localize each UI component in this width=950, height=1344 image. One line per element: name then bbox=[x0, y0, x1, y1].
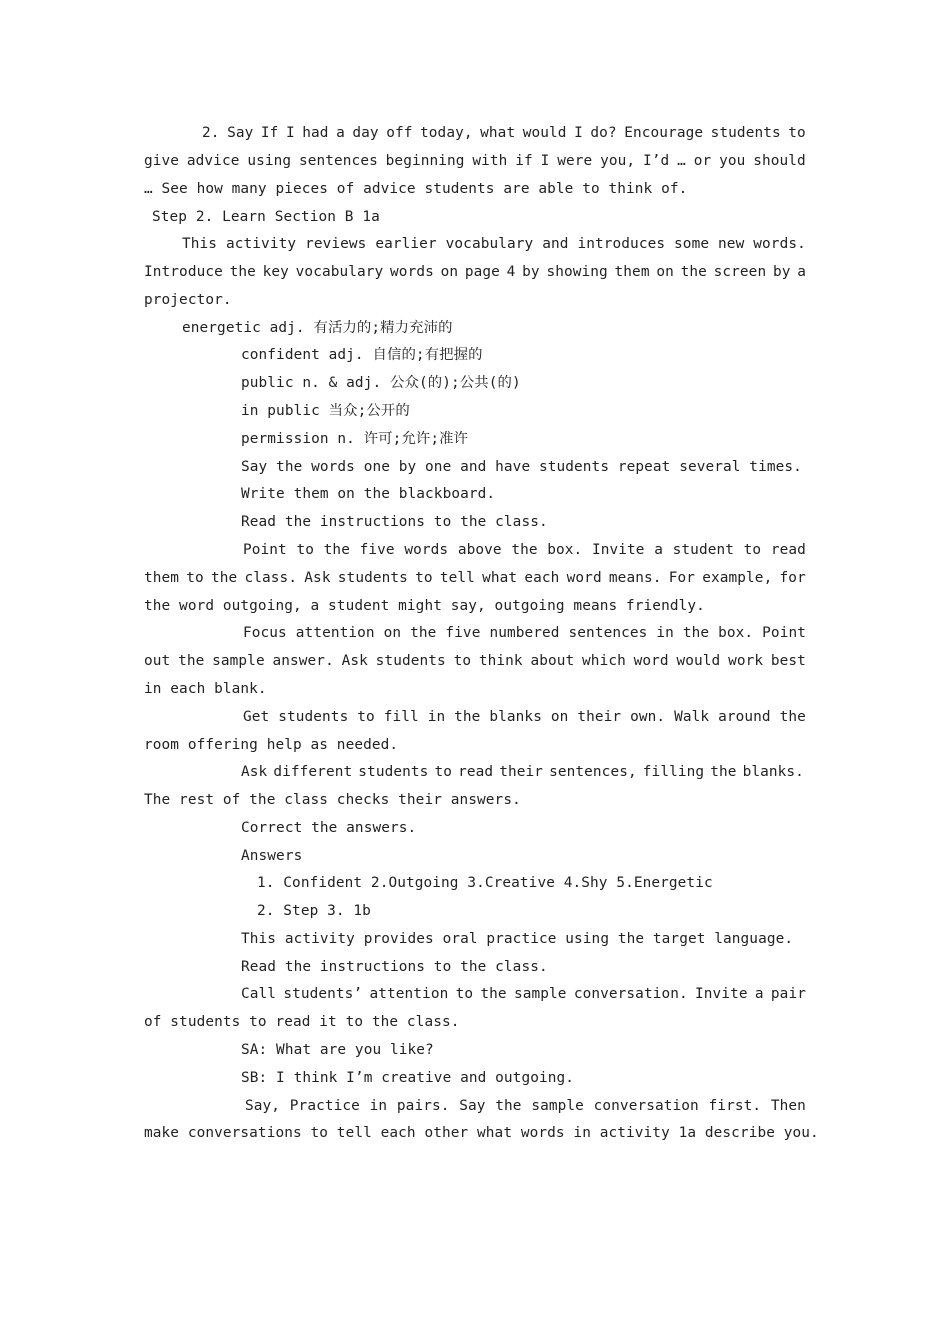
word: sample bbox=[531, 1098, 584, 1114]
word: which bbox=[582, 653, 626, 669]
paragraph-line bbox=[243, 540, 806, 560]
word: a bbox=[754, 986, 764, 1002]
word: first. bbox=[708, 1098, 762, 1114]
word: the bbox=[454, 709, 481, 725]
word: key bbox=[262, 264, 289, 280]
word: and bbox=[542, 236, 569, 252]
answers-label: Answers bbox=[241, 848, 303, 864]
paragraph-line bbox=[144, 568, 806, 588]
word: attention bbox=[295, 625, 375, 641]
word: you, bbox=[600, 153, 636, 169]
paragraph-line: the word outgoing, a student might say, outgoing means friendly. bbox=[144, 598, 705, 614]
word: to bbox=[415, 570, 433, 586]
word: think bbox=[478, 653, 523, 669]
word: had bbox=[302, 125, 329, 141]
word: Introduce bbox=[144, 264, 223, 280]
paragraph-line bbox=[144, 651, 806, 671]
paragraph-line: Read the instructions to the class. bbox=[241, 514, 548, 530]
word: vocabulary bbox=[295, 264, 384, 280]
paragraph-line: … See how many pieces of advice students are able to think of. bbox=[144, 181, 688, 197]
word: five bbox=[359, 542, 395, 558]
word: to bbox=[455, 986, 474, 1002]
word: to bbox=[453, 653, 472, 669]
word: by bbox=[522, 264, 540, 280]
word: Point bbox=[762, 625, 806, 641]
word: the bbox=[480, 986, 507, 1002]
word: or bbox=[693, 153, 712, 169]
word: by bbox=[772, 264, 791, 280]
word: conversation. bbox=[573, 986, 688, 1002]
word: what bbox=[480, 125, 516, 141]
word: box. bbox=[547, 542, 583, 558]
word: the bbox=[511, 542, 538, 558]
word: blanks bbox=[489, 709, 542, 725]
word: Ask bbox=[341, 653, 368, 669]
word: Invite bbox=[591, 542, 645, 558]
word: Encourage bbox=[624, 125, 704, 141]
word: different bbox=[273, 764, 353, 780]
word: sample bbox=[212, 653, 265, 669]
word: For bbox=[668, 570, 696, 586]
word: best bbox=[770, 653, 806, 669]
paragraph-line: Correct the answers. bbox=[241, 820, 417, 836]
word: earlier bbox=[375, 236, 437, 252]
word: work bbox=[728, 653, 764, 669]
word: words. bbox=[753, 236, 806, 252]
word: sentences, bbox=[549, 764, 637, 780]
word: the bbox=[323, 542, 350, 558]
word: on bbox=[550, 709, 569, 725]
word: sentences bbox=[568, 625, 648, 641]
word: I’d bbox=[643, 153, 670, 169]
paragraph-line bbox=[243, 707, 806, 727]
word: pairs. bbox=[396, 1098, 450, 1114]
word: should bbox=[753, 153, 806, 169]
word: for bbox=[779, 570, 806, 586]
word: the bbox=[779, 709, 806, 725]
word: would bbox=[522, 125, 567, 141]
word: a bbox=[654, 542, 663, 558]
word: their bbox=[577, 709, 622, 725]
word: I bbox=[574, 125, 583, 141]
word: advice bbox=[186, 153, 240, 169]
word: today, bbox=[420, 125, 473, 141]
word: Get bbox=[243, 709, 270, 725]
word: answer. bbox=[272, 653, 334, 669]
word: 2. bbox=[202, 125, 220, 141]
word: screen bbox=[713, 264, 767, 280]
vocab-entry: energetic adj. 有活力的;精力充沛的 bbox=[182, 320, 453, 336]
word: off bbox=[386, 125, 413, 141]
word: sentences bbox=[298, 153, 378, 169]
word: I bbox=[540, 153, 550, 169]
dialogue-line: SA: What are you like? bbox=[241, 1042, 434, 1058]
word: the bbox=[410, 625, 437, 641]
word: word bbox=[566, 570, 602, 586]
word: students bbox=[710, 125, 781, 141]
vocab-entry: in public 当众;公开的 bbox=[241, 403, 410, 419]
word: the bbox=[680, 264, 707, 280]
word: to bbox=[296, 542, 315, 558]
word: students bbox=[358, 764, 429, 780]
word: students’ bbox=[283, 986, 363, 1002]
word: Say bbox=[227, 125, 254, 141]
word: Ask bbox=[241, 764, 268, 780]
word: sample bbox=[513, 986, 567, 1002]
word: what bbox=[482, 570, 518, 586]
word: to bbox=[434, 764, 453, 780]
word: each bbox=[524, 570, 560, 586]
paragraph-line bbox=[241, 762, 804, 782]
word: the bbox=[229, 264, 256, 280]
word: Point bbox=[243, 542, 287, 558]
word: five bbox=[445, 625, 481, 641]
word: in bbox=[427, 709, 446, 725]
paragraph-line bbox=[144, 262, 806, 282]
word: day bbox=[352, 125, 379, 141]
word: students bbox=[337, 570, 408, 586]
word: to bbox=[743, 542, 762, 558]
word: give bbox=[144, 153, 180, 169]
paragraph-line bbox=[182, 234, 806, 254]
word: … bbox=[677, 153, 686, 169]
word: you bbox=[719, 153, 746, 169]
word: Practice bbox=[289, 1098, 360, 1114]
vocab-entry: confident adj. 自信的;有把握的 bbox=[241, 347, 483, 363]
word: the bbox=[682, 625, 710, 641]
word: Say bbox=[459, 1098, 486, 1114]
word: word bbox=[633, 653, 669, 669]
word: fill bbox=[383, 709, 419, 725]
paragraph-line: projector. bbox=[144, 292, 232, 308]
word: were bbox=[557, 153, 593, 169]
word: a bbox=[336, 125, 345, 141]
word: conversation bbox=[593, 1098, 699, 1114]
word: the bbox=[211, 570, 238, 586]
word: words bbox=[404, 542, 449, 558]
word: tell bbox=[439, 570, 475, 586]
word: the bbox=[710, 764, 737, 780]
word: them bbox=[614, 264, 650, 280]
word: using bbox=[247, 153, 292, 169]
word: the bbox=[178, 653, 205, 669]
word: introduces bbox=[577, 236, 666, 252]
word: beginning bbox=[385, 153, 465, 169]
word: attention bbox=[369, 986, 449, 1002]
paragraph-line: of students to read it to the class. bbox=[144, 1014, 460, 1030]
word: Then bbox=[770, 1098, 806, 1114]
word: some bbox=[674, 236, 710, 252]
step-heading: 2. Step 3. 1b bbox=[257, 903, 371, 919]
word: 4 bbox=[506, 264, 516, 280]
word: students bbox=[278, 709, 349, 725]
word: on bbox=[656, 264, 674, 280]
word: numbered bbox=[489, 625, 560, 641]
vocab-entry: permission n. 许可;允许;准许 bbox=[241, 431, 469, 447]
step-heading: Step 2. Learn Section B 1a bbox=[152, 209, 380, 225]
word: blanks. bbox=[742, 764, 804, 780]
word: them bbox=[144, 570, 180, 586]
word: Focus bbox=[243, 625, 287, 641]
word: around bbox=[718, 709, 771, 725]
paragraph-line bbox=[241, 984, 806, 1004]
word: showing bbox=[546, 264, 608, 280]
word: about bbox=[530, 653, 575, 669]
word: page bbox=[464, 264, 500, 280]
word: students bbox=[375, 653, 446, 669]
word: Walk bbox=[674, 709, 710, 725]
word: example, bbox=[702, 570, 773, 586]
word: reviews bbox=[305, 236, 367, 252]
word: on bbox=[383, 625, 402, 641]
word: means. bbox=[608, 570, 662, 586]
word: words bbox=[390, 264, 434, 280]
word: vocabulary bbox=[445, 236, 534, 252]
word: on bbox=[440, 264, 459, 280]
word: in bbox=[656, 625, 674, 641]
word: the bbox=[495, 1098, 522, 1114]
word: above bbox=[457, 542, 502, 558]
word: If bbox=[260, 125, 279, 141]
word: class. bbox=[244, 570, 298, 586]
paragraph-line: room offering help as needed. bbox=[144, 737, 399, 753]
word: This bbox=[182, 236, 218, 252]
paragraph-line: in each blank. bbox=[144, 681, 267, 697]
word: box. bbox=[718, 625, 754, 641]
word: to bbox=[186, 570, 204, 586]
word: student bbox=[672, 542, 735, 558]
word: to bbox=[788, 125, 806, 141]
vocab-entry: public n. & adj. 公众(的);公共(的) bbox=[241, 375, 521, 391]
paragraph-line: make conversations to tell each other what words in activity 1a describe you. bbox=[144, 1125, 819, 1141]
paragraph-line bbox=[202, 123, 806, 143]
word: read bbox=[770, 542, 806, 558]
paragraph-line: Read the instructions to the class. bbox=[241, 959, 548, 975]
word: Call bbox=[241, 986, 277, 1002]
word: Ask bbox=[304, 570, 331, 586]
word: with bbox=[472, 153, 508, 169]
word: Say, bbox=[245, 1098, 281, 1114]
paragraph-line: Say the words one by one and have students repeat several times. bbox=[241, 459, 802, 475]
dialogue-line: SB: I think I’m creative and outgoing. bbox=[241, 1070, 575, 1086]
word: filling bbox=[642, 764, 705, 780]
paragraph-line: The rest of the class checks their answers. bbox=[144, 792, 521, 808]
word: out bbox=[144, 653, 171, 669]
word: do? bbox=[590, 125, 617, 141]
paragraph-line: Write them on the blackboard. bbox=[241, 486, 496, 502]
word: new bbox=[718, 236, 745, 252]
word: read bbox=[458, 764, 494, 780]
word: would bbox=[676, 653, 721, 669]
word: own. bbox=[630, 709, 666, 725]
paragraph-line bbox=[243, 623, 806, 643]
word: pair bbox=[770, 986, 806, 1002]
paragraph-line: This activity provides oral practice using the target language. bbox=[241, 931, 794, 947]
paragraph-line bbox=[245, 1096, 806, 1116]
word: Invite bbox=[695, 986, 748, 1002]
word: in bbox=[369, 1098, 388, 1114]
word: I bbox=[285, 125, 295, 141]
word: to bbox=[357, 709, 375, 725]
word: if bbox=[515, 153, 533, 169]
word: a bbox=[797, 264, 806, 280]
word: activity bbox=[226, 236, 297, 252]
answers-list: 1. Confident 2.Outgoing 3.Creative 4.Shy 5.Energetic bbox=[257, 875, 713, 891]
word: their bbox=[499, 764, 544, 780]
paragraph-line bbox=[144, 151, 806, 171]
